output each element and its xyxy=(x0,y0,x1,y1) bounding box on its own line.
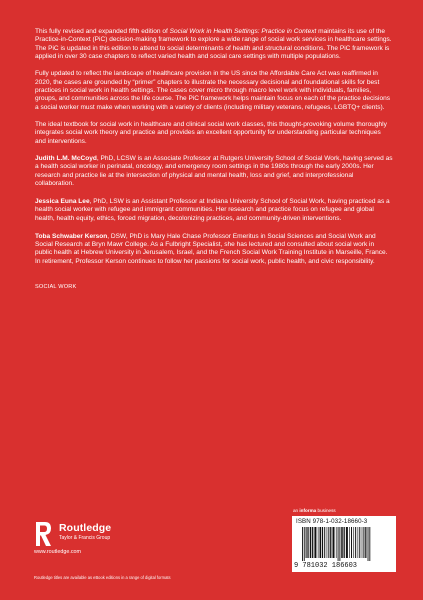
publisher-website: www.routledge.com xyxy=(34,549,82,555)
description-paragraph-3: The ideal textbook for social work in healthcare and clinical social work classes, this thought-provoking volume thoroughly integrates social work theory and practice and provides an excellent opportunity for understanding particular techniques and interventions. xyxy=(35,121,387,145)
author-name: Toba Schwaber Kerson xyxy=(35,232,108,240)
book-title: Social Work in Health Settings: Practice in Context xyxy=(169,28,317,35)
barcode-bar xyxy=(358,527,359,558)
ebook-note: Routledge titles are available as eBook editions in a range of digital formats xyxy=(34,575,171,580)
barcode-bar xyxy=(336,527,337,558)
barcode-bar xyxy=(346,527,348,558)
barcode-bar xyxy=(344,527,345,558)
barcode-bar xyxy=(338,527,339,561)
barcode-bar xyxy=(320,527,322,558)
barcode-bar xyxy=(328,527,329,558)
barcode-bar xyxy=(353,527,354,558)
barcode-bar xyxy=(302,527,303,561)
barcode-bar xyxy=(318,527,319,558)
description-paragraph-2: Fully updated to reflect the landscape of healthcare provision in the US since the Affordable Care Act was reaffirmed in 2020, the cases are grounded by “primer” chapters to illustrate the necessary decisional and foundational skills for best practices in social work in health settings. The cases cover micro through macro level work with individuals, families, groups, and communities across the life course. The PiC framework helps maintain focus on each of the practice decisions a social worker must make when working with a variety of clients (including military veterans, refugees, LGBTQ+ clients). xyxy=(35,70,391,111)
subject-category: SOCIAL WORK xyxy=(35,283,77,290)
barcode-bar xyxy=(322,527,323,558)
barcode-bar xyxy=(339,527,340,561)
description-paragraph-1: This fully revised and expanded fifth edition of Social Work in Health Settings: Practice in Context maintains its use of the Practice-in-Context (PiC) decision-making framework to explore a wide range of social work services in healthcare settings. The PiC is updated in this edition to attend to social determinants of health and structural conditions. The PiC framework is applied in over 30 case chapters to reflect varied health and social care settings with multiple populations. xyxy=(35,28,392,61)
author-bio-lee: Jessica Euna Lee, PhD, LSW is an Assistant Professor at Indiana University School of Social Work, having practiced as a health social worker with refugee and immigrant communities. Her research and practice focus on refugee and global health, health equity, ethics, forced migration, decolonizing practices, and community-driven interventions. xyxy=(35,198,390,222)
informa-business-label: an informa business xyxy=(293,508,336,513)
author-name: Jessica Euna Lee xyxy=(35,198,90,205)
barcode-bars xyxy=(302,527,386,561)
barcode-bar xyxy=(369,527,370,561)
barcode-bar xyxy=(341,527,343,558)
isbn-barcode xyxy=(292,516,396,572)
barcode-bar xyxy=(363,527,364,558)
isbn-label: ISBN 978-1-032-18660-3 xyxy=(296,518,368,525)
barcode-bar xyxy=(368,527,369,561)
barcode-bar xyxy=(312,527,313,558)
barcode-bar xyxy=(355,527,356,558)
barcode-bar xyxy=(324,527,325,558)
back-cover-text xyxy=(35,28,393,300)
publisher-name: Routledge xyxy=(59,522,112,534)
barcode-bar xyxy=(359,527,360,558)
barcode-bar xyxy=(314,527,316,558)
barcode-bar xyxy=(330,527,331,558)
informa-brand: informa xyxy=(299,508,317,513)
barcode-bar xyxy=(349,527,350,558)
barcode-bar xyxy=(365,527,366,558)
barcode-bar xyxy=(362,527,363,558)
barcode-digits: 9 781032 186603 xyxy=(294,562,358,570)
routledge-r-icon xyxy=(34,520,54,548)
barcode-bar xyxy=(306,527,307,558)
barcode-bar xyxy=(304,527,305,561)
publisher-group: Taylor & Francis Group xyxy=(59,535,111,541)
author-bio-kerson: Toba Schwaber Kerson, DSW, PhD is Mary Hale Chase Professor Emeritus in Social Sciences and Social Work and Social Research at Bryn Mawr College. As a Fulbright Specialist, she has lectured and consulted about social work in public health at Hebrew University in Jerusalem, Israel, and the French Social Work Training Institute in Marseille, France. In retirement, Professor Kerson continues to follow her passions for social work, public health, and civic responsibility. xyxy=(35,232,388,265)
author-name: Judith L.M. McCoyd xyxy=(35,155,97,163)
barcode-bar xyxy=(327,527,328,558)
barcode-bar xyxy=(333,527,335,558)
barcode-bar xyxy=(310,527,312,558)
author-bio-mccoyd: Judith L.M. McCoyd, PhD, LCSW is an Associate Professor at Rutgers University School of Social Work, having served as a health social worker in perinatal, oncology, and emergency room settings in the 1980s through the early 2000s. Her research and practice lie at the intersection of physical and mental health, loss and grief, and interprofessional collaboration. xyxy=(35,155,393,188)
barcode-bar xyxy=(351,527,352,558)
barcode-bar xyxy=(307,527,308,558)
